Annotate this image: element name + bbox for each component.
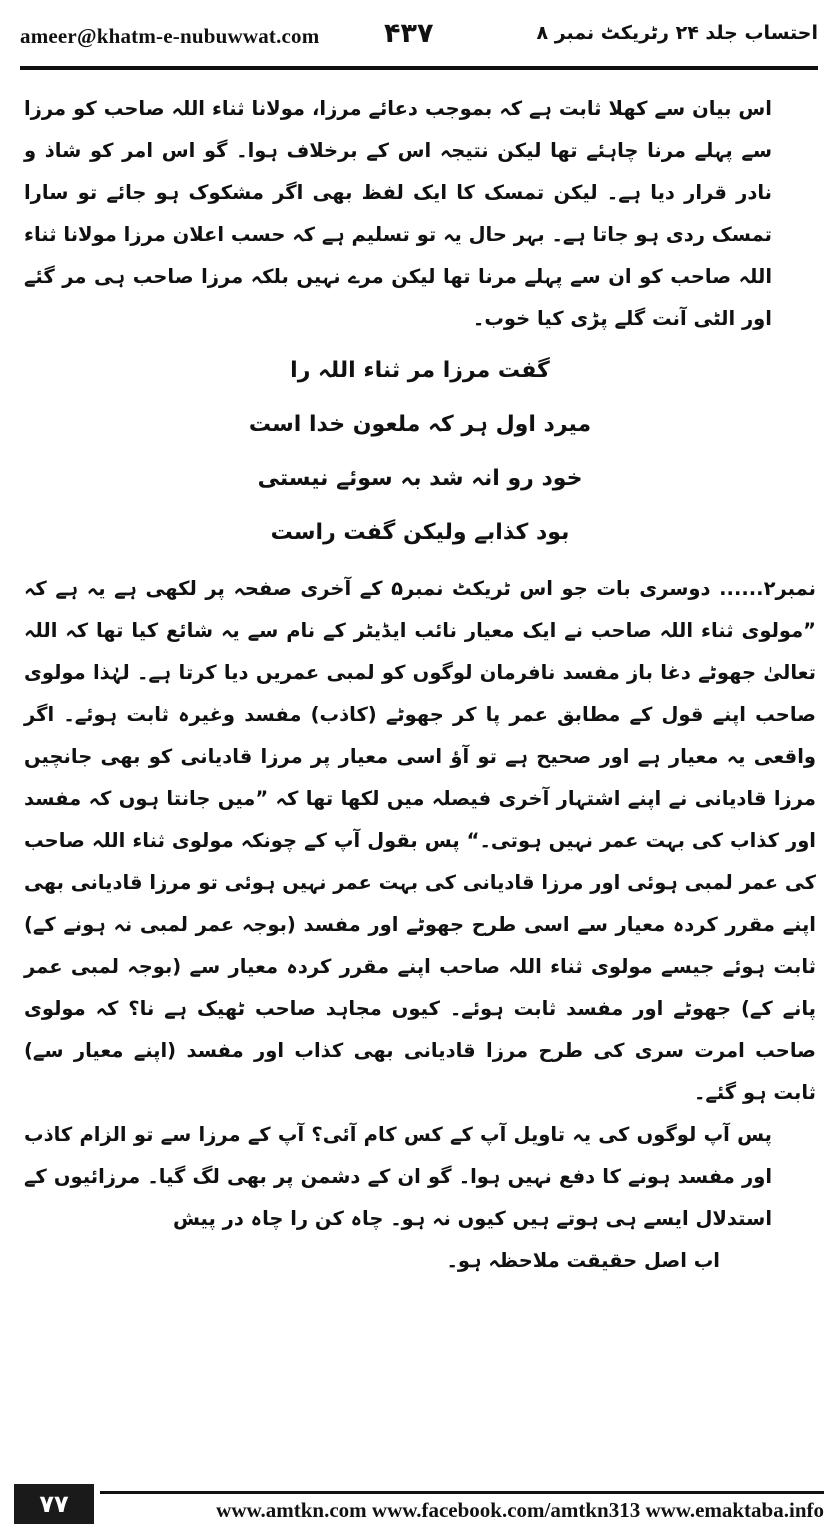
footer-rule	[100, 1491, 824, 1494]
poem-verse-1: گفت مرزا مر ثناء اللہ را	[290, 358, 550, 383]
page-body	[24, 88, 816, 1282]
header-book-title: احتساب جلد ۲۴ رٹریکٹ نمبر ۸	[536, 22, 818, 44]
footer-page-box: ۷۷	[14, 1484, 94, 1524]
poem-verse-3: خود رو انہ شد بہ سوئے نیستی	[257, 466, 583, 491]
footer-links: www.amtkn.com www.facebook.com/amtkn313 www.emaktaba.info	[216, 1498, 824, 1522]
paragraph-2: نمبر۲...... دوسری بات جو اس ٹریکٹ نمبر۵ کے آخری صفحہ پر لکھی ہے یہ ہے کہ ”مولوی ثناء اللہ صاحب نے ایک معیار نائب ایڈیٹر کے نام سے یہ شائع کیا تھا کہ اللہ تعالیٰ جھوٹے دغا باز مفسد نافرمان لوگوں کو لمبی عمریں دیا کرتا ہے۔ لہٰذا مولوی صاحب اپنے قول کے مطابق عمر پا کر جھوٹے (کاذب) مفسد وغیرہ ثابت ہوئے۔ اگر واقعی یہ معیار ہے اور صحیح ہے تو آؤ اسی معیار پر مرزا قادیانی کو بھی جانچیں مرزا قادیانی نے اپنے اشتہار آخری فیصلہ میں لکھا تھا کہ ”میں جانتا ہوں کہ مفسد اور کذاب کی بہت عمر نہیں ہوتی۔“ پس بقول آپ کے چونکہ مولوی ثناء اللہ صاحب کی عمر لمبی ہوئی اور مرزا قادیانی کی بہت عمر نہیں ہوئی تو مرزا قادیانی بھی اپنے مقرر کردہ معیار سے اسی طرح جھوٹے اور مفسد (بوجہ عمر لمبی نہ ہونے کے) ثابت ہوئے جیسے مولوی ثناء اللہ صاحب اپنے مقرر کردہ معیار سے (بوجہ لمبی عمر پانے کے) جھوٹے اور مفسد ثابت ہوئے۔ کیوں مجاہد صاحب ٹھیک ہے نا؟ کہ مولوی صاحب امرت سری کی طرح مرزا قادیانی بھی کذاب اور مفسد (اپنے معیار سے) ثابت ہو گئے۔	[24, 577, 816, 1104]
paragraph-1: اس بیان سے کھلا ثابت ہے کہ بموجب دعائے مرزا، مولانا ثناء اللہ صاحب کو مرزا سے پہلے مرنا چاہئے تھا لیکن نتیجہ اس کے برخلاف ہوا۔ گو اس امر کو شاذ و نادر قرار دیا ہے۔ لیکن تمسک کا ایک لفظ بھی اگر مشکوک ہو جائے تو سارا تمسک ردی ہو جاتا ہے۔ بہر حال یہ تو تسلیم ہے کہ حسب اعلان مرزا مولانا ثناء اللہ صاحب کو ان سے پہلے مرنا تھا لیکن مرے نہیں بلکہ مرزا صاحب ہی مر گئے اور الٹی آنت گلے پڑی کیا خوب۔	[24, 97, 772, 330]
page-header	[20, 18, 818, 58]
header-email: ameer@khatm-e-nubuwwat.com	[20, 24, 320, 48]
paragraph-3: پس آپ لوگوں کی یہ تاویل آپ کے کس کام آئی؟ آپ کے مرزا سے تو الزام کاذب اور مفسد ہونے کا دفع نہیں ہوا۔ گو ان کے دشمن پر بھی لگ گیا۔ مرزائیوں کے استدلال ایسے ہی ہوتے ہیں کیوں نہ ہو۔ چاہ کن را چاہ در پیش	[24, 1123, 772, 1230]
poem-block	[24, 344, 816, 560]
poem-verse-4: بود کذابے ولیکن گفت راست	[270, 520, 570, 545]
closing-line: اب اصل حقیقت ملاحظہ ہو۔	[446, 1249, 720, 1272]
header-page-number: ۴۳۷	[384, 18, 434, 49]
header-rule	[20, 66, 818, 70]
page-footer	[14, 1484, 824, 1524]
poem-verse-2: میرد اول ہر کہ ملعون خدا است	[248, 412, 592, 437]
